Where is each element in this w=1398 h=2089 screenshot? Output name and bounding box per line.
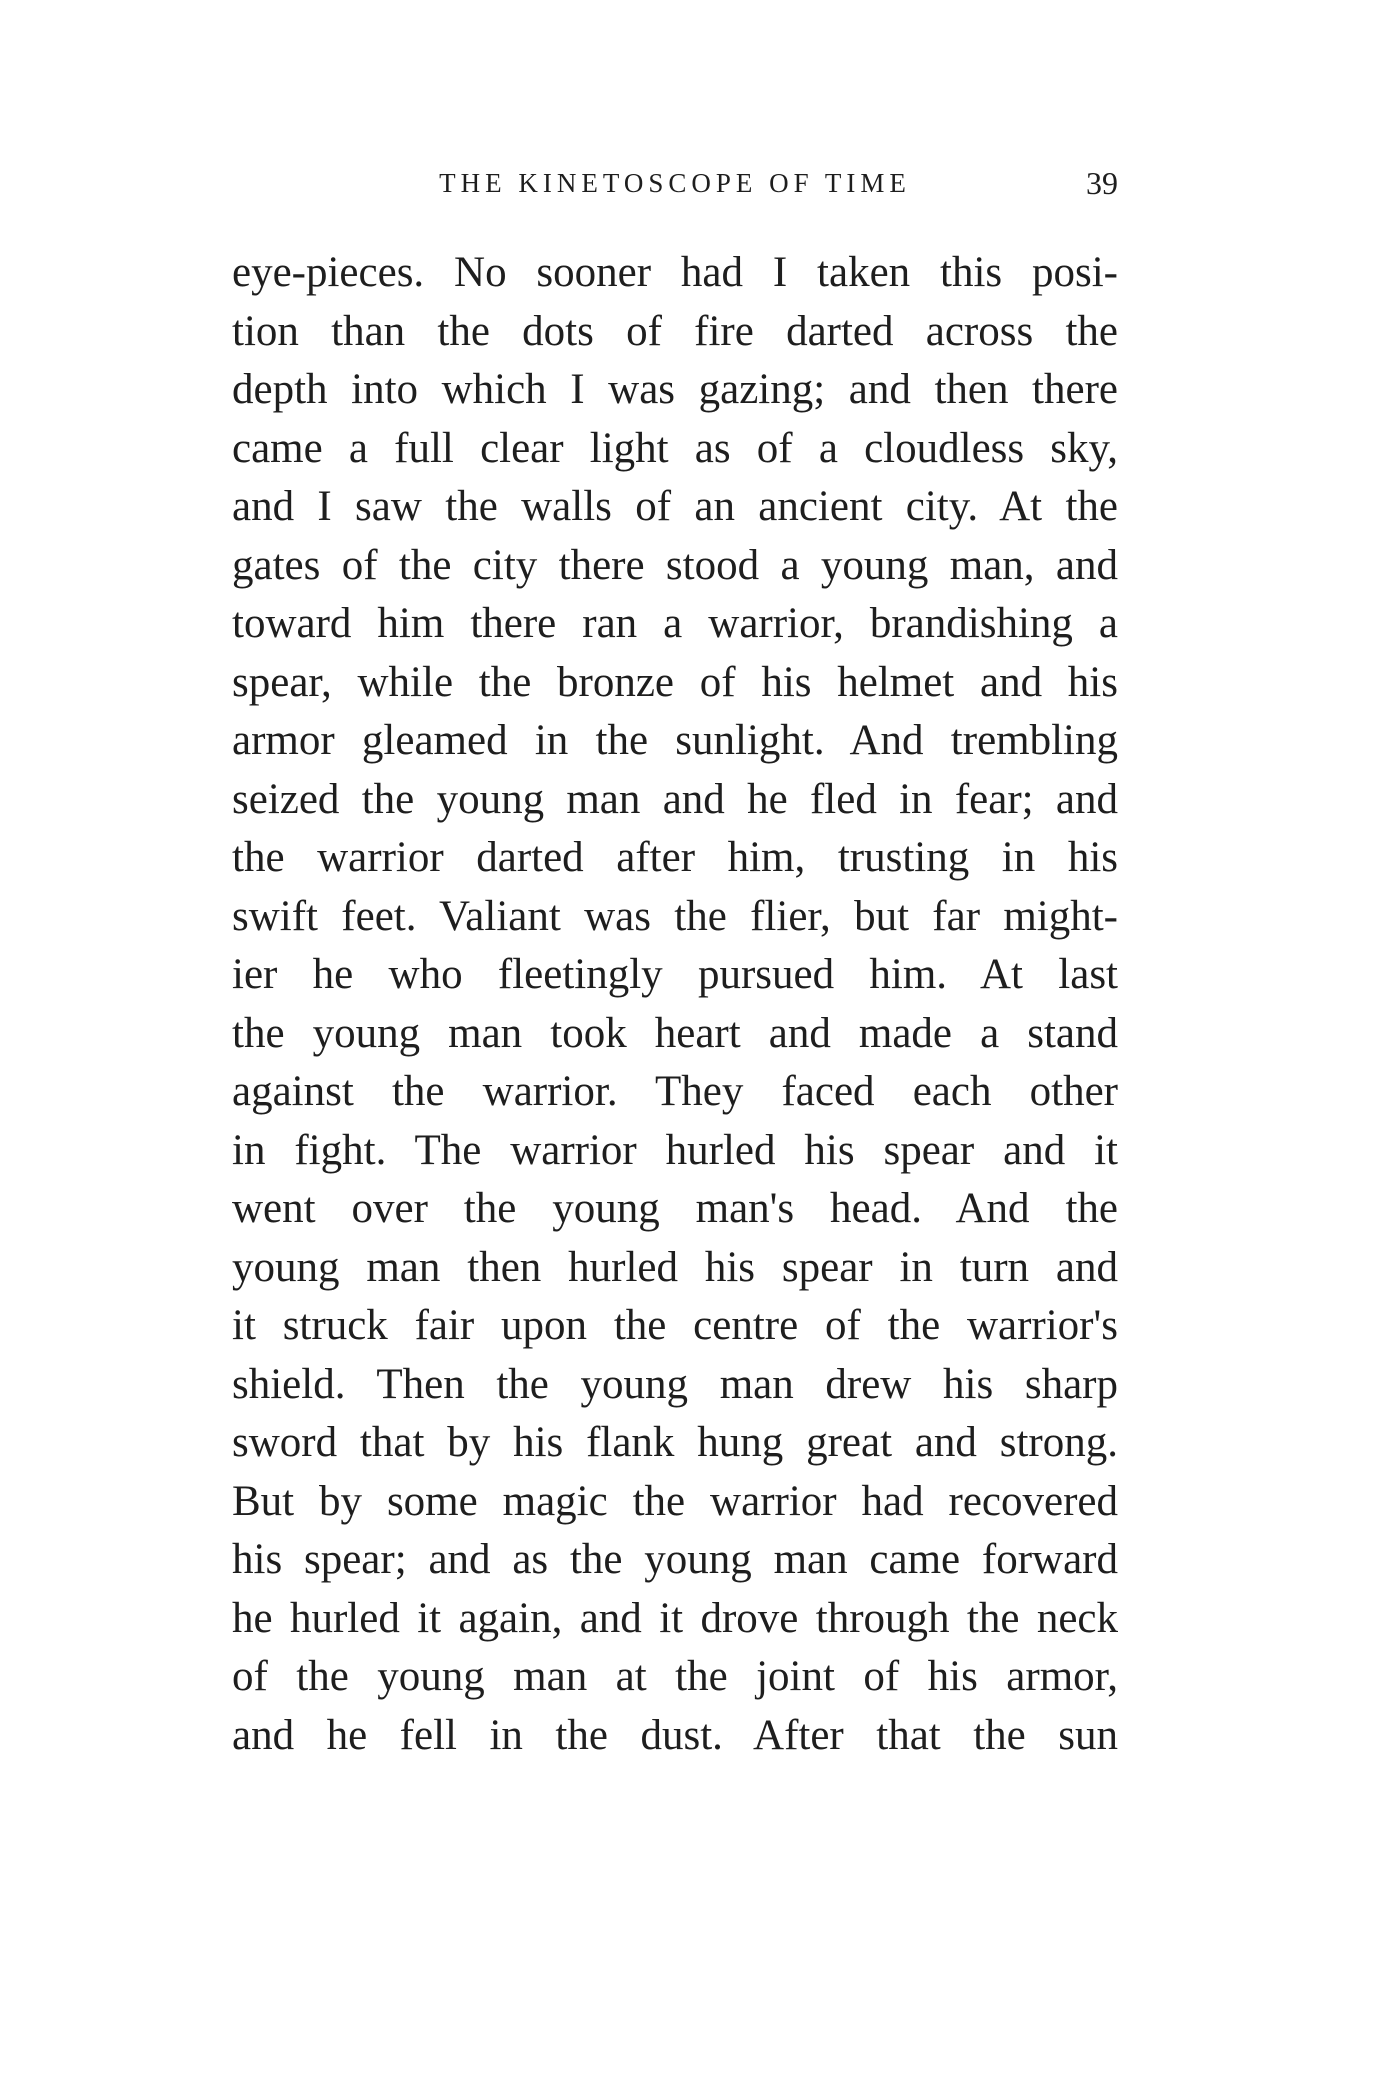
text-line: ier he who fleetingly pursued him. At last — [232, 951, 1118, 998]
text-line: his spear; and as the young man came forward — [232, 1536, 1118, 1583]
text-line: young man then hurled his spear in turn and — [232, 1243, 1118, 1291]
text-line: came a full clear light as of a cloudless sky, — [232, 424, 1118, 472]
text-line: depth into which I was gazing; and then there — [232, 366, 1118, 413]
text-line: and he fell in the dust. After that the sun — [232, 1711, 1118, 1759]
text-line: tion than the dots of fire darted across the — [232, 307, 1118, 355]
text-line: he hurled it again, and it drove through the neck — [232, 1594, 1118, 1642]
page-number: 39 — [1086, 165, 1118, 201]
text-line: sword that by his flank hung great and strong. — [232, 1419, 1118, 1466]
text-line: But by some magic the warrior had recovered — [232, 1477, 1118, 1525]
text-line: seized the young man and he fled in fear; and — [232, 775, 1118, 823]
text-line: of the young man at the joint of his armor, — [232, 1653, 1118, 1700]
text-line: against the warrior. They faced each other — [232, 1068, 1118, 1115]
text-line: the warrior darted after him, trusting in his — [232, 834, 1118, 881]
text-line: swift feet. Valiant was the flier, but far might- — [232, 892, 1118, 940]
text-line: shield. Then the young man drew his sharp — [232, 1360, 1118, 1408]
text-line: spear, while the bronze of his helmet and his — [232, 658, 1118, 706]
text-line: and I saw the walls of an ancient city. At the — [232, 483, 1118, 530]
text-line: gates of the city there stood a young man, and — [232, 541, 1118, 589]
text-line: armor gleamed in the sunlight. And trembling — [232, 717, 1118, 764]
text-line: the young man took heart and made a stand — [232, 1009, 1118, 1057]
text-line: eye-pieces. No sooner had I taken this posi- — [232, 249, 1118, 296]
text-line: went over the young man's head. And the — [232, 1185, 1118, 1232]
running-title: THE KINETOSCOPE OF TIME — [439, 168, 911, 198]
text-line: in fight. The warrior hurled his spear and it — [232, 1126, 1118, 1174]
text-line: toward him there ran a warrior, brandishing a — [232, 600, 1118, 647]
running-head — [232, 158, 1118, 208]
body-text — [232, 244, 1118, 1765]
text-line: it struck fair upon the centre of the warrior's — [232, 1302, 1118, 1349]
